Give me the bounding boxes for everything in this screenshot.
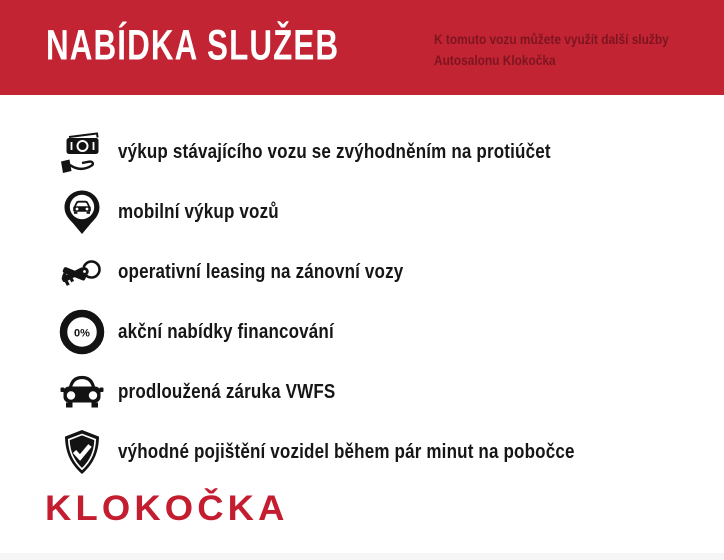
service-item-buyback: [58, 122, 698, 182]
service-label: mobilní výkup vozů: [118, 200, 279, 223]
header-subtitle: [434, 29, 710, 71]
header-subtitle-line2: Autosalonu Klokočka: [434, 52, 556, 68]
klokocka-logo: KLOKOČKA: [45, 489, 289, 528]
service-item-financing: [58, 302, 698, 362]
service-item-warranty: [58, 362, 698, 422]
car-location-pin-icon: [58, 188, 106, 236]
zero-percent-label: 0%: [74, 327, 90, 340]
page-title: NABÍDKA SLUŽEB: [46, 21, 340, 70]
service-item-insurance: [58, 422, 698, 482]
footer: [45, 489, 289, 529]
service-label: výkup stávajícího vozu se zvýhodněním na protiúčet: [118, 140, 551, 163]
shield-check-icon: [58, 428, 106, 476]
service-label: akční nabídky financování: [118, 320, 334, 343]
bottom-edge-strip: [0, 553, 724, 560]
service-label: operativní leasing na zánovní vozy: [118, 260, 404, 283]
service-item-leasing: [58, 242, 698, 302]
service-label: prodloužená záruka VWFS: [118, 380, 336, 403]
car-icon: [58, 368, 106, 416]
service-item-mobile-buyback: [58, 182, 698, 242]
zero-percent-icon: [58, 308, 106, 356]
header-subtitle-line1: K tomuto vozu můžete využít další služby: [434, 31, 669, 47]
header-banner: [0, 0, 724, 95]
service-label: výhodné pojištění vozidel během pár minut na pobočce: [118, 440, 575, 463]
services-list: [58, 122, 698, 482]
car-keys-icon: [58, 248, 106, 296]
cash-payout-icon: [58, 128, 106, 176]
